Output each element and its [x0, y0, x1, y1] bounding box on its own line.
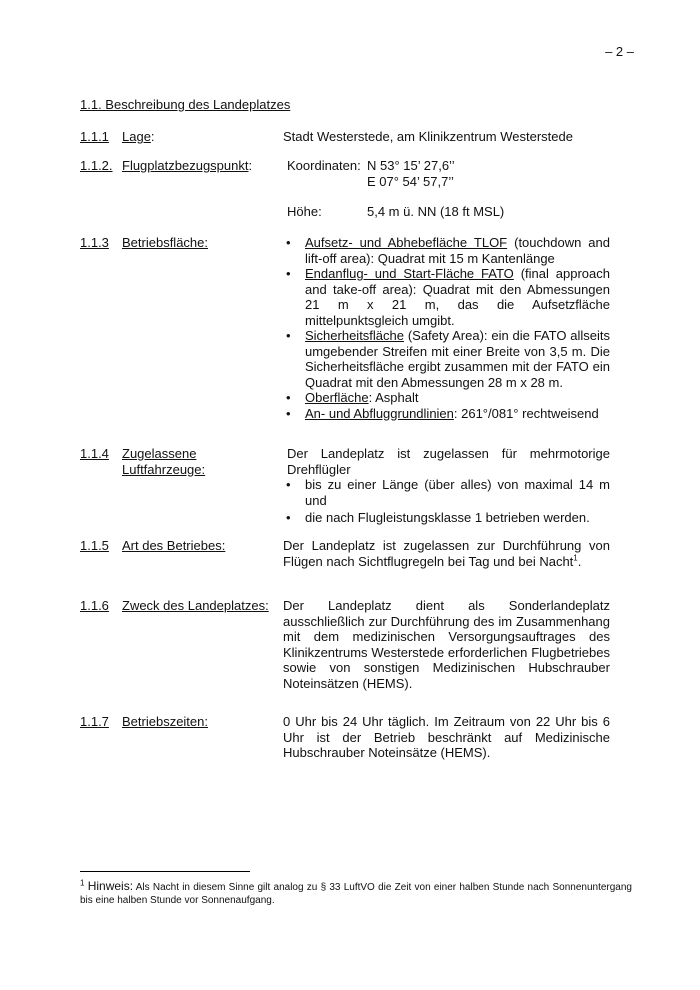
footnote-label: Hinweis: — [87, 879, 134, 893]
item-label: Zweck des Landeplatzes: — [122, 598, 269, 613]
luftfahrzeuge-block — [287, 446, 610, 477]
item-zeiten-text: 0 Uhr bis 24 Uhr täglich. Im Zeitraum von 22 Uhr bis 6 Uhr ist der Betrieb beschränkt auf Medizinische Hubschrauber Noteinsätze (HEMS). — [283, 714, 610, 760]
item-betriebsflaeche-label — [80, 235, 270, 251]
item-zeiten-label — [80, 714, 270, 730]
list-item: • Sicherheitsfläche (Safety Area): ein die FATO allseits umgebender Streifen mit einer Breite von 3,5 m. Die Sicherheitsfläche ergibt zusammen mit der FATO ein Quadrat mit den Abmessungen 28 m x 28 m. — [283, 328, 610, 390]
luftfahrzeuge-intro: Der Landeplatz ist zugelassen für mehrmotorige Drehflügler — [287, 446, 610, 477]
list-item: • An- und Abfluggrundlinien: 261°/081° rechtweisend — [283, 406, 610, 422]
item-label-line2: Luftfahrzeuge: — [122, 461, 206, 477]
item-art-text: Der Landeplatz ist zugelassen zur Durchführung von Flügen nach Sichtflugregeln bei Tag und bei Nacht$^1$. — [283, 538, 610, 569]
item-number: 1.1.6 — [80, 598, 109, 613]
item-luftfahrzeuge-label — [80, 446, 270, 477]
item-number: 1.1.3 — [80, 235, 109, 250]
luftfahrzeuge-list — [283, 477, 610, 526]
item-bezugspunkt-label: 1.1.2. Flugplatzbezugspunkt: — [80, 158, 253, 173]
coordinates-label: Koordinaten: — [287, 158, 361, 173]
coordinate-east: E 07° 54’ 57,7’’ — [367, 173, 454, 189]
item-number: 1.1.4 — [80, 446, 109, 461]
page-number: – 2 – — [605, 44, 634, 59]
item-lage-text: Stadt Westerstede, am Klinikzentrum Westerstede — [283, 129, 573, 144]
list-item: • Endanflug- und Start-Fläche FATO (final approach and take-off area): Quadrat mit den Abmessungen 21 m x 21 m, das die Aufsetzfläche mittelpunktsgleich umgibt. — [283, 266, 610, 328]
list-item: • Aufsetz- und Abhebefläche TLOF (touchdown and lift-off area): Quadrat mit 15 m Kantenlänge — [283, 235, 610, 266]
item-number: 1.1.7 — [80, 714, 109, 729]
footnote-ref[interactable]: 1 — [573, 553, 578, 563]
item-zweck-text: Der Landeplatz dient als Sonderlandeplatz ausschließlich zur Durchführung des im Zusammenhang mit dem medizinischen Versorgungsauftrages des Klinikzentrums Westerstede erforderlichen Flugbetriebes sowie von sonstigen Medizinischen Hubschrauber Noteinsätzen (HEMS). — [283, 598, 610, 691]
betriebsflaeche-list — [283, 235, 610, 421]
item-label: Flugplatzbezugspunkt — [122, 158, 249, 173]
item-lage-label: 1.1.1 Lage: — [80, 129, 155, 144]
coordinate-north: N 53° 15’ 27,6’’ — [367, 158, 455, 173]
footnote-number: 1 — [80, 878, 85, 888]
elevation-label: Höhe: — [287, 204, 322, 219]
footnote-divider — [80, 871, 250, 872]
list-item: • bis zu einer Länge (über alles) von maximal 14 m und — [283, 477, 610, 508]
item-number: 1.1.5 — [80, 538, 109, 553]
item-label: Betriebszeiten: — [122, 714, 208, 729]
item-label: Zugelassene — [122, 446, 197, 461]
section-title: 1.1. Beschreibung des Landeplatzes — [80, 97, 291, 112]
item-label: Lage — [122, 129, 151, 144]
item-art-label — [80, 538, 270, 554]
item-number: 1.1.2. — [80, 158, 113, 173]
coordinates-block — [287, 158, 614, 189]
item-zweck-label — [80, 598, 270, 614]
item-number: 1.1.1 — [80, 129, 109, 144]
list-item: • Oberfläche: Asphalt — [283, 390, 610, 406]
elevation-block — [287, 204, 614, 220]
list-item: • die nach Flugleistungsklasse 1 betrieben werden. — [283, 510, 610, 526]
item-label: Art des Betriebes: — [122, 538, 226, 553]
item-label: Betriebsfläche: — [122, 235, 208, 250]
footnote — [80, 880, 632, 907]
elevation-value: 5,4 m ü. NN (18 ft MSL) — [367, 204, 505, 219]
footnote-text: Als Nacht in diesem Sinne gilt analog zu § 33 LuftVO die Zeit von einer halben Stunde nach Sonnenuntergang bis eine halben Stunde vor Sonnenaufgang. — [80, 882, 632, 906]
